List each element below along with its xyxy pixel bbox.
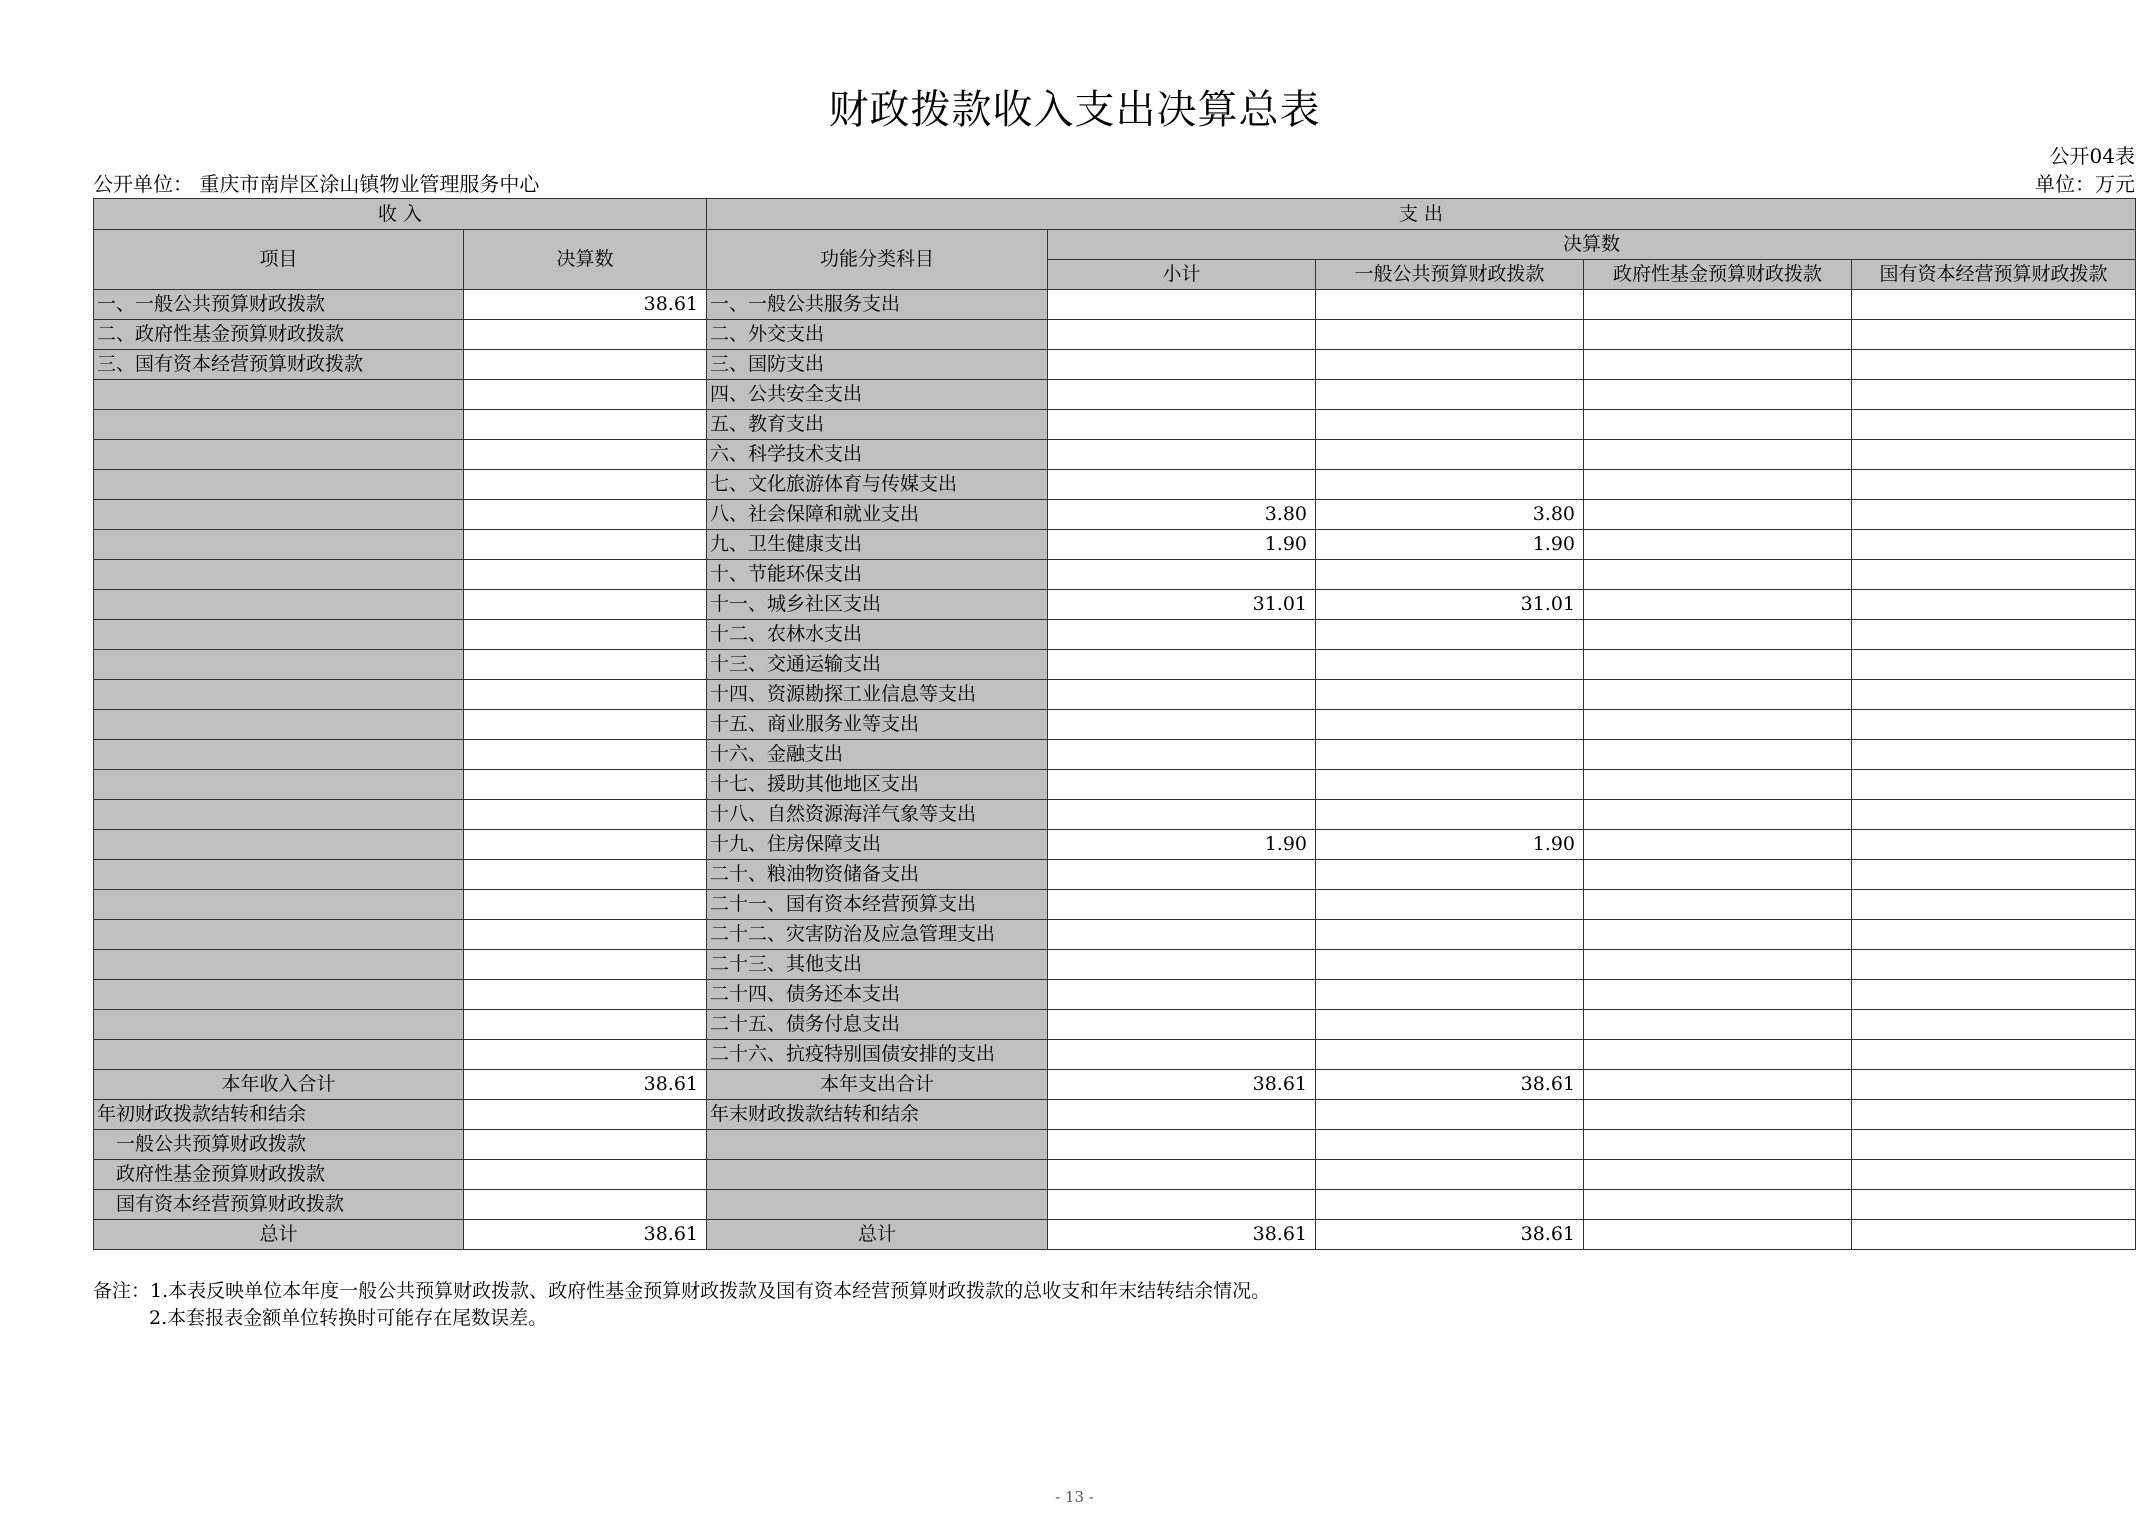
- carry-over-row: [94, 1130, 2136, 1160]
- expense-item-cell: 十六、金融支出: [707, 740, 1048, 770]
- expense-item-cell: 二、外交支出: [707, 320, 1048, 350]
- income-item-cell: [94, 680, 464, 710]
- budget-table: [93, 198, 2136, 1250]
- income-item-cell: [94, 800, 464, 830]
- income-item-cell: [94, 890, 464, 920]
- subtotal-cell: [1048, 350, 1316, 380]
- state-capital-cell: [1852, 410, 2136, 440]
- state-capital-cell: [1852, 950, 2136, 980]
- income-amount-cell: [464, 410, 707, 440]
- general-budget-cell: [1316, 920, 1584, 950]
- general-budget-cell: 38.61: [1316, 1070, 1584, 1100]
- income-amount-cell: [464, 950, 707, 980]
- state-capital-cell: [1852, 890, 2136, 920]
- gov-fund-cell: [1584, 410, 1852, 440]
- income-item-cell: [94, 770, 464, 800]
- table-row: [94, 770, 2136, 800]
- income-amount-cell: [464, 1040, 707, 1070]
- general-budget-cell: [1316, 380, 1584, 410]
- subtotal-cell: [1048, 410, 1316, 440]
- gov-fund-cell: [1584, 650, 1852, 680]
- general-budget-cell: [1316, 980, 1584, 1010]
- income-amount-cell: [464, 320, 707, 350]
- gov-fund-cell: [1584, 590, 1852, 620]
- page-title: 财政拨款收入支出决算总表: [828, 87, 1321, 133]
- general-budget-cell: [1316, 470, 1584, 500]
- gov-fund-cell: [1584, 1040, 1852, 1070]
- amount-column-header: 决算数: [464, 230, 707, 290]
- income-amount-cell: [464, 920, 707, 950]
- income-amount-cell: 38.61: [464, 290, 707, 320]
- state-capital-cell: [1852, 800, 2136, 830]
- gov-fund-cell: [1584, 950, 1852, 980]
- general-budget-cell: [1316, 350, 1584, 380]
- subtotal-cell: [1048, 1040, 1316, 1070]
- gov-fund-cell: [1584, 1160, 1852, 1190]
- gov-fund-cell: [1584, 620, 1852, 650]
- gov-fund-cell: [1584, 1100, 1852, 1130]
- gov-fund-cell: [1584, 890, 1852, 920]
- general-budget-cell: 3.80: [1316, 500, 1584, 530]
- income-item-cell: [94, 470, 464, 500]
- income-item-cell: [94, 1040, 464, 1070]
- table-row: [94, 590, 2136, 620]
- income-item-cell: 一、一般公共预算财政拨款: [94, 290, 464, 320]
- grand-income-total-label: 总计: [94, 1220, 464, 1250]
- expense-item-cell: 一、一般公共服务支出: [707, 290, 1048, 320]
- income-amount-cell: [464, 770, 707, 800]
- expense-item-cell: 十三、交通运输支出: [707, 650, 1048, 680]
- income-amount-cell: [464, 440, 707, 470]
- income-amount-cell: [464, 710, 707, 740]
- income-item-cell: [94, 410, 464, 440]
- state-capital-cell: [1852, 830, 2136, 860]
- gov-fund-cell: [1584, 1130, 1852, 1160]
- subtotal-cell: [1048, 1130, 1316, 1160]
- expense-item-cell: 二十一、国有资本经营预算支出: [707, 890, 1048, 920]
- state-capital-cell: [1852, 470, 2136, 500]
- income-amount-cell: [464, 350, 707, 380]
- income-header: 收 入: [94, 199, 707, 230]
- gov-fund-cell: [1584, 710, 1852, 740]
- state-capital-cell: [1852, 980, 2136, 1010]
- table-row: [94, 350, 2136, 380]
- item-column-header: 项目: [94, 230, 464, 290]
- expense-item-cell: 二十、粮油物资储备支出: [707, 860, 1048, 890]
- gov-fund-cell: [1584, 530, 1852, 560]
- state-capital-cell: [1852, 860, 2136, 890]
- general-budget-cell: [1316, 560, 1584, 590]
- expense-header: 支 出: [707, 199, 2136, 230]
- table-row: [94, 740, 2136, 770]
- state-capital-cell: [1852, 620, 2136, 650]
- subtotal-cell: [1048, 950, 1316, 980]
- general-budget-cell: 31.01: [1316, 590, 1584, 620]
- gov-fund-cell: [1584, 1220, 1852, 1250]
- table-row: [94, 860, 2136, 890]
- income-item-cell: [94, 440, 464, 470]
- general-budget-cell: [1316, 740, 1584, 770]
- gov-fund-cell: [1584, 500, 1852, 530]
- subtotal-cell: [1048, 740, 1316, 770]
- subtotal-cell: [1048, 620, 1316, 650]
- gov-fund-cell: [1584, 320, 1852, 350]
- income-amount-cell: [464, 650, 707, 680]
- table-row: [94, 380, 2136, 410]
- state-capital-cell: [1852, 710, 2136, 740]
- income-amount-cell: [464, 890, 707, 920]
- general-budget-cell: [1316, 1040, 1584, 1070]
- note-2: 2.本套报表金额单位转换时可能存在尾数误差。: [149, 1307, 548, 1329]
- carry-income-amount-cell: [464, 1190, 707, 1220]
- table-row: [94, 320, 2136, 350]
- general-budget-header: 一般公共预算财政拨款: [1316, 260, 1584, 290]
- table-row: [94, 830, 2136, 860]
- gov-fund-header: 政府性基金预算财政拨款: [1584, 260, 1852, 290]
- expense-item-cell: 十、节能环保支出: [707, 560, 1048, 590]
- income-item-cell: [94, 740, 464, 770]
- gov-fund-cell: [1584, 740, 1852, 770]
- state-capital-cell: [1852, 1160, 2136, 1190]
- carry-income-item-cell: 一般公共预算财政拨款: [94, 1130, 464, 1160]
- expense-item-cell: 十四、资源勘探工业信息等支出: [707, 680, 1048, 710]
- subtotal-cell: [1048, 1010, 1316, 1040]
- subtotal-cell: [1048, 680, 1316, 710]
- year-total-row: [94, 1070, 2136, 1100]
- carry-income-amount-cell: [464, 1100, 707, 1130]
- grand-income-total-amount: 38.61: [464, 1220, 707, 1250]
- general-budget-cell: [1316, 680, 1584, 710]
- income-item-cell: [94, 560, 464, 590]
- subtotal-cell: [1048, 320, 1316, 350]
- table-row: [94, 650, 2136, 680]
- carry-income-amount-cell: [464, 1160, 707, 1190]
- subtotal-cell: [1048, 890, 1316, 920]
- carry-income-item-cell: 国有资本经营预算财政拨款: [94, 1190, 464, 1220]
- expense-item-cell: 九、卫生健康支出: [707, 530, 1048, 560]
- subtotal-cell: [1048, 560, 1316, 590]
- gov-fund-cell: [1584, 560, 1852, 590]
- expense-item-cell: 二十五、债务付息支出: [707, 1010, 1048, 1040]
- expense-item-cell: 十五、商业服务业等支出: [707, 710, 1048, 740]
- general-budget-cell: [1316, 290, 1584, 320]
- table-row: [94, 1040, 2136, 1070]
- subtotal-cell: [1048, 470, 1316, 500]
- income-item-cell: [94, 620, 464, 650]
- general-budget-cell: [1316, 770, 1584, 800]
- income-amount-cell: [464, 560, 707, 590]
- subtotal-cell: [1048, 770, 1316, 800]
- general-budget-cell: 38.61: [1316, 1220, 1584, 1250]
- expense-item-cell: 三、国防支出: [707, 350, 1048, 380]
- expense-item-cell: 十二、农林水支出: [707, 620, 1048, 650]
- state-capital-cell: [1852, 920, 2136, 950]
- general-budget-cell: [1316, 1100, 1584, 1130]
- carry-expense-item-cell: 年末财政拨款结转和结余: [707, 1100, 1048, 1130]
- gov-fund-cell: [1584, 770, 1852, 800]
- subtotal-cell: [1048, 290, 1316, 320]
- gov-fund-cell: [1584, 920, 1852, 950]
- income-amount-cell: [464, 740, 707, 770]
- table-row: [94, 620, 2136, 650]
- grand-total-row: [94, 1220, 2136, 1250]
- state-capital-cell: [1852, 560, 2136, 590]
- table-row: [94, 530, 2136, 560]
- table-row: [94, 710, 2136, 740]
- income-item-cell: [94, 650, 464, 680]
- state-capital-cell: [1852, 650, 2136, 680]
- general-budget-cell: [1316, 860, 1584, 890]
- income-amount-cell: [464, 380, 707, 410]
- income-amount-cell: [464, 590, 707, 620]
- table-row: [94, 290, 2136, 320]
- state-capital-cell: [1852, 440, 2136, 470]
- subtotal-cell: 3.80: [1048, 500, 1316, 530]
- general-budget-cell: [1316, 800, 1584, 830]
- general-budget-cell: [1316, 410, 1584, 440]
- carry-expense-item-cell: [707, 1130, 1048, 1160]
- income-amount-cell: [464, 980, 707, 1010]
- state-capital-cell: [1852, 680, 2136, 710]
- income-amount-cell: [464, 800, 707, 830]
- income-amount-cell: [464, 680, 707, 710]
- subtotal-cell: [1048, 650, 1316, 680]
- state-capital-cell: [1852, 1130, 2136, 1160]
- gov-fund-cell: [1584, 1190, 1852, 1220]
- income-item-cell: [94, 860, 464, 890]
- subtotal-header: 小计: [1048, 260, 1316, 290]
- expense-item-cell: 八、社会保障和就业支出: [707, 500, 1048, 530]
- year-expense-total-label: 本年支出合计: [707, 1070, 1048, 1100]
- table-row: [94, 500, 2136, 530]
- expense-item-cell: 四、公共安全支出: [707, 380, 1048, 410]
- money-unit: 单位：万元: [2035, 172, 2135, 196]
- table-row: [94, 680, 2136, 710]
- income-amount-cell: [464, 500, 707, 530]
- expense-item-cell: 六、科学技术支出: [707, 440, 1048, 470]
- year-income-total-amount: 38.61: [464, 1070, 707, 1100]
- income-item-cell: 三、国有资本经营预算财政拨款: [94, 350, 464, 380]
- income-amount-cell: [464, 1010, 707, 1040]
- gov-fund-cell: [1584, 1070, 1852, 1100]
- income-item-cell: [94, 380, 464, 410]
- subtotal-cell: 1.90: [1048, 830, 1316, 860]
- general-budget-cell: [1316, 650, 1584, 680]
- subtotal-cell: [1048, 710, 1316, 740]
- table-row: [94, 440, 2136, 470]
- state-capital-cell: [1852, 1040, 2136, 1070]
- gov-fund-cell: [1584, 350, 1852, 380]
- table-row: [94, 470, 2136, 500]
- general-budget-cell: [1316, 710, 1584, 740]
- income-item-cell: 二、政府性基金预算财政拨款: [94, 320, 464, 350]
- table-row: [94, 980, 2136, 1010]
- subtotal-cell: 1.90: [1048, 530, 1316, 560]
- subtotal-cell: 38.61: [1048, 1220, 1316, 1250]
- state-capital-cell: [1852, 350, 2136, 380]
- general-budget-cell: [1316, 1190, 1584, 1220]
- subtotal-cell: [1048, 440, 1316, 470]
- subtotal-cell: [1048, 1100, 1316, 1130]
- subtotal-cell: [1048, 1190, 1316, 1220]
- state-capital-cell: [1852, 530, 2136, 560]
- expense-item-cell: 二十六、抗疫特别国债安排的支出: [707, 1040, 1048, 1070]
- income-amount-cell: [464, 530, 707, 560]
- note-1: 备注：1.本表反映单位本年度一般公共预算财政拨款、政府性基金预算财政拨款及国有资本经营预算财政拨款的总收支和年末结转结余情况。: [93, 1280, 1271, 1302]
- carry-expense-item-cell: [707, 1190, 1048, 1220]
- general-budget-cell: [1316, 1160, 1584, 1190]
- general-budget-cell: 1.90: [1316, 530, 1584, 560]
- gov-fund-cell: [1584, 290, 1852, 320]
- carry-over-row: [94, 1160, 2136, 1190]
- state-capital-cell: [1852, 770, 2136, 800]
- expense-item-cell: 七、文化旅游体育与传媒支出: [707, 470, 1048, 500]
- table-row: [94, 800, 2136, 830]
- expense-item-cell: 十七、援助其他地区支出: [707, 770, 1048, 800]
- gov-fund-cell: [1584, 1010, 1852, 1040]
- budget-amount-header: 决算数: [1048, 230, 2136, 260]
- income-item-cell: [94, 530, 464, 560]
- gov-fund-cell: [1584, 830, 1852, 860]
- subtotal-cell: [1048, 920, 1316, 950]
- income-item-cell: [94, 500, 464, 530]
- state-capital-cell: [1852, 590, 2136, 620]
- table-notes: [93, 1278, 1270, 1332]
- carry-over-row: [94, 1190, 2136, 1220]
- state-capital-cell: [1852, 1010, 2136, 1040]
- state-capital-header: 国有资本经营预算财政拨款: [1852, 260, 2136, 290]
- gov-fund-cell: [1584, 680, 1852, 710]
- subtotal-cell: [1048, 860, 1316, 890]
- table-row: [94, 560, 2136, 590]
- gov-fund-cell: [1584, 800, 1852, 830]
- reporting-unit: 公开单位： 重庆市南岸区涂山镇物业管理服务中心: [93, 172, 540, 196]
- unit-info-line: [93, 168, 2135, 194]
- state-capital-cell: [1852, 1070, 2136, 1100]
- income-amount-cell: [464, 470, 707, 500]
- gov-fund-cell: [1584, 470, 1852, 500]
- state-capital-cell: [1852, 500, 2136, 530]
- general-budget-cell: [1316, 620, 1584, 650]
- income-item-cell: [94, 710, 464, 740]
- general-budget-cell: 1.90: [1316, 830, 1584, 860]
- state-capital-cell: [1852, 320, 2136, 350]
- state-capital-cell: [1852, 290, 2136, 320]
- income-item-cell: [94, 590, 464, 620]
- subtotal-cell: [1048, 380, 1316, 410]
- expense-item-cell: 十八、自然资源海洋气象等支出: [707, 800, 1048, 830]
- income-item-cell: [94, 920, 464, 950]
- income-item-cell: [94, 830, 464, 860]
- gov-fund-cell: [1584, 380, 1852, 410]
- expense-item-cell: 二十二、灾害防治及应急管理支出: [707, 920, 1048, 950]
- carry-expense-item-cell: [707, 1160, 1048, 1190]
- expense-item-cell: 十一、城乡社区支出: [707, 590, 1048, 620]
- subtotal-cell: [1048, 1160, 1316, 1190]
- subtotal-cell: 38.61: [1048, 1070, 1316, 1100]
- form-number: 公开04表: [2049, 144, 2135, 168]
- state-capital-cell: [1852, 380, 2136, 410]
- state-capital-cell: [1852, 1220, 2136, 1250]
- function-subject-header: 功能分类科目: [707, 230, 1048, 290]
- gov-fund-cell: [1584, 440, 1852, 470]
- general-budget-cell: [1316, 440, 1584, 470]
- gov-fund-cell: [1584, 980, 1852, 1010]
- subtotal-cell: 31.01: [1048, 590, 1316, 620]
- table-row: [94, 950, 2136, 980]
- carry-income-item-cell: 年初财政拨款结转和结余: [94, 1100, 464, 1130]
- income-amount-cell: [464, 860, 707, 890]
- carry-income-amount-cell: [464, 1130, 707, 1160]
- subtotal-cell: [1048, 800, 1316, 830]
- table-row: [94, 890, 2136, 920]
- table-row: [94, 1010, 2136, 1040]
- table-row: [94, 920, 2136, 950]
- general-budget-cell: [1316, 1010, 1584, 1040]
- income-item-cell: [94, 980, 464, 1010]
- general-budget-cell: [1316, 320, 1584, 350]
- year-income-total-label: 本年收入合计: [94, 1070, 464, 1100]
- table-row: [94, 410, 2136, 440]
- carry-over-row: [94, 1100, 2136, 1130]
- subtotal-cell: [1048, 980, 1316, 1010]
- income-amount-cell: [464, 620, 707, 650]
- page-number: - 13 -: [1055, 1488, 1094, 1506]
- income-amount-cell: [464, 830, 707, 860]
- gov-fund-cell: [1584, 860, 1852, 890]
- general-budget-cell: [1316, 1130, 1584, 1160]
- state-capital-cell: [1852, 1190, 2136, 1220]
- income-item-cell: [94, 1010, 464, 1040]
- state-capital-cell: [1852, 740, 2136, 770]
- grand-expense-total-label: 总计: [707, 1220, 1048, 1250]
- expense-item-cell: 十九、住房保障支出: [707, 830, 1048, 860]
- state-capital-cell: [1852, 1100, 2136, 1130]
- carry-income-item-cell: 政府性基金预算财政拨款: [94, 1160, 464, 1190]
- general-budget-cell: [1316, 890, 1584, 920]
- general-budget-cell: [1316, 950, 1584, 980]
- expense-item-cell: 二十三、其他支出: [707, 950, 1048, 980]
- expense-item-cell: 五、教育支出: [707, 410, 1048, 440]
- expense-item-cell: 二十四、债务还本支出: [707, 980, 1048, 1010]
- income-item-cell: [94, 950, 464, 980]
